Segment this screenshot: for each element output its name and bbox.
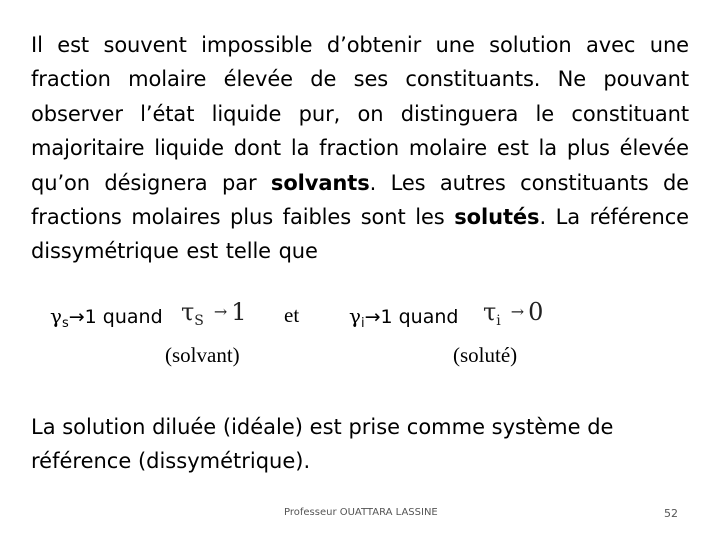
tau-symbol: τ xyxy=(181,298,195,326)
footer-author: Professeur OUATTARA LASSINE xyxy=(284,507,438,518)
intro-paragraph xyxy=(31,28,689,269)
solute-condition xyxy=(349,304,458,331)
gamma-subscript: s xyxy=(61,316,69,331)
tau-subscript: i xyxy=(496,313,501,329)
caption-solute: (soluté) xyxy=(453,343,518,367)
conclusion-paragraph: La solution diluée (idéale) est prise comme système de référence (dissymétrique). xyxy=(31,415,614,473)
limit-value: 0 xyxy=(528,298,544,326)
solvent-condition xyxy=(50,304,163,331)
intro-text: Il est souvent impossible d’obtenir une solution avec une fraction molaire élevée de ses constituants. Ne pouvant observer l’état liquide pur, on distinguera le constituant majoritaire liquide dont la fraction molaire est la plus élevée qu’on désignera par xyxy=(31,33,689,195)
limit-arrow: → xyxy=(510,302,525,321)
gamma-symbol: γ xyxy=(349,304,361,328)
caption-solvant: (solvant) xyxy=(165,343,240,367)
tau-subscript: S xyxy=(194,313,204,329)
tau-symbol: τ xyxy=(483,298,497,326)
tau-limit-solute xyxy=(483,298,543,329)
term-solutes: solutés xyxy=(454,205,540,230)
limit-arrow: → xyxy=(213,302,228,321)
page-number: 52 xyxy=(664,507,678,520)
condition-text: →1 quand xyxy=(68,306,163,328)
tau-limit-solvent xyxy=(181,298,247,329)
limit-value: 1 xyxy=(231,298,247,326)
intro-text-middle: . Les autres constituants de fractions molaires plus faibles sont les xyxy=(31,170,690,230)
connector-et: et xyxy=(284,303,300,327)
gamma-symbol: γ xyxy=(50,304,62,328)
gamma-subscript: i xyxy=(360,316,365,331)
condition-text: →1 quand xyxy=(364,306,459,328)
term-solvants: solvants xyxy=(270,170,370,195)
intro-text-end: . La référence dissymétrique est telle que xyxy=(31,205,689,264)
